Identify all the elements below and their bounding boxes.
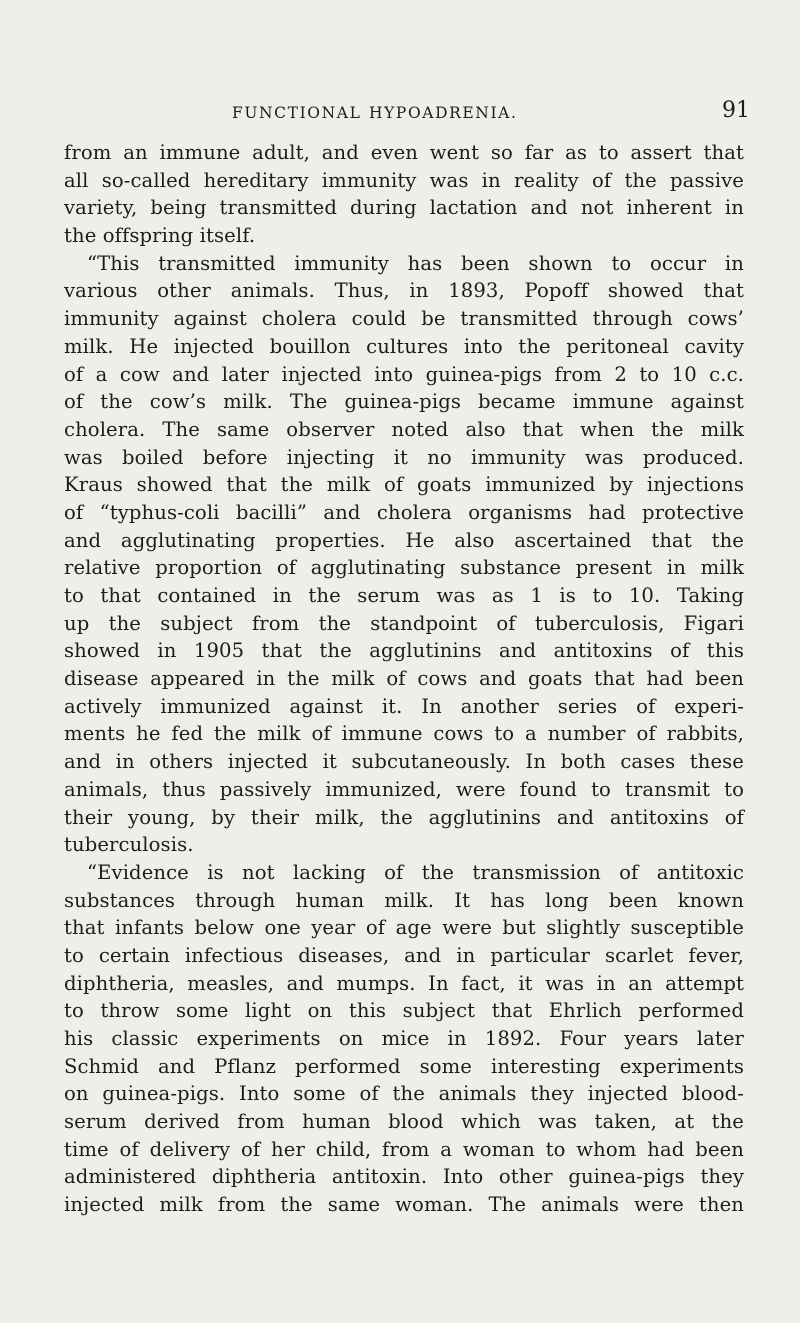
text-line: of a cow and later injected into guinea-pigs from 2 to 10 c.c.: [64, 362, 744, 386]
text-line: his classic experiments on mice in 1892. Four years later: [64, 1027, 744, 1050]
text-line: and agglutinating properties. He also ascertained that the: [64, 528, 744, 552]
text-line: “This transmitted immunity has been shown to occur in: [87, 251, 744, 275]
text-line: to throw some light on this subject that Ehrlich performed: [64, 999, 744, 1023]
text-line: tuberculosis.: [64, 833, 194, 857]
text-line: showed in 1905 that the agglutinins and antitoxins of this: [64, 639, 744, 663]
text-line: that infants below one year of age were but slightly susceptible: [64, 916, 744, 940]
text-line: diphtheria, measles, and mumps. In fact, it was in an attempt: [64, 971, 744, 995]
text-line: was boiled before injecting it no immunity was produced.: [64, 445, 744, 469]
text-line: milk. He injected bouillon cultures into the peritoneal cavity: [64, 334, 744, 358]
text-line: to that contained in the serum was as 1 is to 10. Taking: [64, 584, 744, 607]
text-line: cholera. The same observer noted also that when the milk: [64, 417, 744, 441]
text-line: immunity against cholera could be transmitted through cows’: [64, 307, 744, 331]
text-line: “Evidence is not lacking of the transmission of antitoxic: [87, 860, 744, 884]
page-number: 91: [722, 98, 750, 123]
text-line: of “typhus-coli bacilli” and cholera organisms had protective: [64, 500, 744, 524]
text-line: substances through human milk. It has long been known: [64, 888, 744, 912]
text-line: animals, thus passively immunized, were found to transmit to: [64, 777, 744, 801]
text-line: the offspring itself.: [64, 224, 256, 248]
text-line: serum derived from human blood which was taken, at the: [64, 1110, 744, 1134]
text-line: various other animals. Thus, in 1893, Popoff showed that: [64, 279, 744, 303]
body-text: [64, 139, 744, 1219]
text-line: ments he fed the milk of immune cows to a number of rabbits,: [64, 722, 744, 746]
running-head: FUNCTIONAL HYPOADRENIA.: [232, 104, 518, 122]
text-line: from an immune adult, and even went so far as to assert that: [64, 141, 744, 164]
text-line: time of delivery of her child, from a woman to whom had been: [64, 1137, 744, 1161]
text-line: and in others injected it subcutaneously. In both cases these: [64, 750, 744, 774]
page-header: [0, 98, 800, 134]
text-line: Kraus showed that the milk of goats immunized by injections: [64, 473, 744, 497]
text-line: injected milk from the same woman. The animals were then: [64, 1193, 744, 1217]
text-line: of the cow’s milk. The guinea-pigs became immune against: [64, 390, 744, 414]
text-line: their young, by their milk, the agglutinins and antitoxins of: [64, 805, 744, 829]
text-line: variety, being transmitted during lactation and not inherent in: [64, 196, 744, 220]
text-line: all so-called hereditary immunity was in reality of the passive: [64, 168, 744, 192]
text-line: Schmid and Pflanz performed some interesting experiments: [64, 1054, 744, 1078]
text-line: actively immunized against it. In another series of experi-: [64, 694, 744, 718]
text-line: on guinea-pigs. Into some of the animals they injected blood-: [64, 1082, 744, 1106]
text-line: disease appeared in the milk of cows and goats that had been: [64, 667, 744, 691]
text-line: relative proportion of agglutinating substance present in milk: [64, 556, 744, 580]
text-line: administered diphtheria antitoxin. Into other guinea-pigs they: [64, 1165, 744, 1189]
text-line: to certain infectious diseases, and in particular scarlet fever,: [64, 943, 744, 967]
text-line: up the subject from the standpoint of tuberculosis, Figari: [64, 611, 744, 635]
